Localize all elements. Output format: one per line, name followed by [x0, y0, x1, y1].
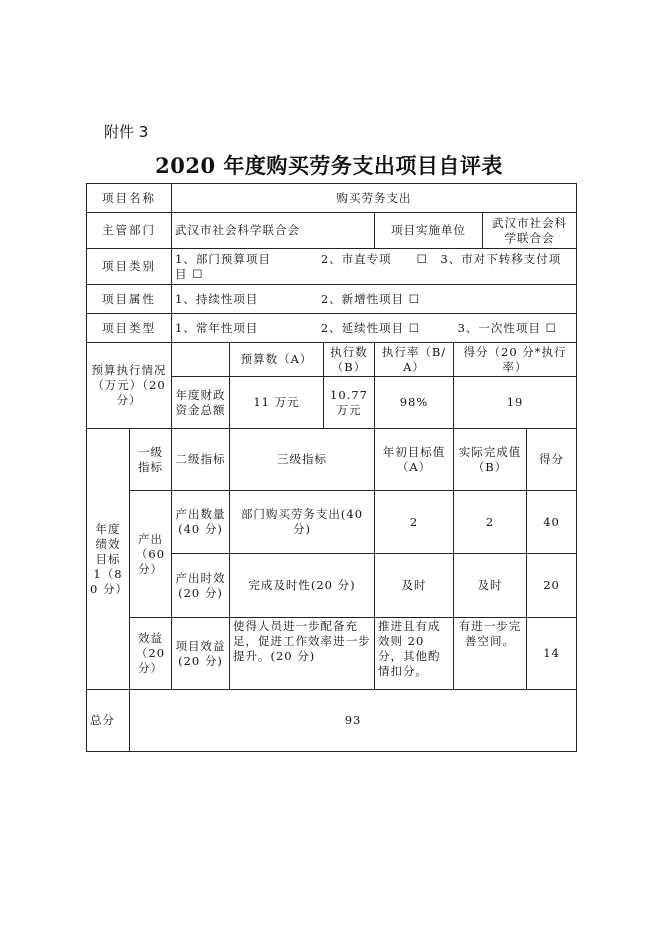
row-category	[87, 249, 577, 285]
project-name-value: 购买劳务支出	[172, 184, 577, 213]
benefit-level2: 项目效益(20 分)	[172, 618, 230, 690]
budget-row-label: 年度财政资金总额	[172, 377, 230, 429]
budget-score-value: 19	[454, 377, 577, 429]
attribute-value: 1、持续性项目 2、新增性项目 ☐	[172, 285, 577, 314]
output-timeliness-actual: 及时	[454, 554, 527, 618]
performance-label: 年度绩效目标 1（80 分）	[87, 429, 130, 690]
total-label: 总分	[87, 690, 130, 752]
impl-unit-label: 项目实施单位	[375, 213, 483, 249]
budget-col-budget: 预算数（A）	[230, 343, 324, 377]
row-budget-header	[87, 343, 577, 377]
dept-label: 主管部门	[87, 213, 172, 249]
budget-blank-cell	[172, 343, 230, 377]
output-quantity-target: 2	[375, 491, 454, 554]
perf-h-level3: 三级指标	[230, 429, 375, 491]
output-timeliness-score: 20	[527, 554, 577, 618]
budget-col-exec: 执行数（B）	[324, 343, 375, 377]
perf-h-level2: 二级指标	[172, 429, 230, 491]
category-value: 1、部门预算项目 2、市直专项 ☐ 3、市对下转移支付项目 ☐	[172, 249, 577, 285]
benefit-target: 推进且有成效则 20 分，其他酌情扣分。	[375, 618, 454, 690]
perf-h-target: 年初目标值（A）	[375, 429, 454, 491]
perf-h-score: 得分	[527, 429, 577, 491]
row-department	[87, 213, 577, 249]
row-attribute	[87, 285, 577, 314]
attribute-label: 项目属性	[87, 285, 172, 314]
benefit-actual: 有进一步完善空间。	[454, 618, 527, 690]
row-performance-header	[87, 429, 577, 491]
output-quantity-actual: 2	[454, 491, 527, 554]
perf-h-level1: 一级指标	[130, 429, 172, 491]
row-type	[87, 314, 577, 343]
output-quantity-level3: 部门购买劳务支出(40 分)	[230, 491, 375, 554]
benefit-level3: 使得人员进一步配备充足，促进工作效率进一步提升。(20 分)	[230, 618, 375, 690]
output-timeliness-level2: 产出时效(20 分)	[172, 554, 230, 618]
budget-value: 11 万元	[230, 377, 324, 429]
output-timeliness-target: 及时	[375, 554, 454, 618]
self-evaluation-table	[86, 183, 577, 752]
exec-value: 10.77 万元	[324, 377, 375, 429]
budget-label: 预算执行情况（万元）（20 分）	[87, 343, 172, 429]
row-total	[87, 690, 577, 752]
output-timeliness-level3: 完成及时性(20 分)	[230, 554, 375, 618]
row-project-name	[87, 184, 577, 213]
output-quantity-score: 40	[527, 491, 577, 554]
dept-value: 武汉市社会科学联合会	[172, 213, 375, 249]
table-row	[87, 491, 577, 554]
budget-col-score: 得分（20 分*执行率）	[454, 343, 577, 377]
total-value: 93	[130, 690, 577, 752]
budget-col-rate: 执行率（B/A）	[375, 343, 454, 377]
attachment-label: 附件 3	[104, 123, 149, 141]
rate-value: 98%	[375, 377, 454, 429]
output-quantity-level2: 产出数量(40 分)	[172, 491, 230, 554]
category-label: 项目类别	[87, 249, 172, 285]
project-name-label: 项目名称	[87, 184, 172, 213]
page-title: 2020 年度购买劳务支出项目自评表	[155, 153, 503, 178]
type-label: 项目类型	[87, 314, 172, 343]
table-row	[87, 618, 577, 690]
benefit-score: 14	[527, 618, 577, 690]
type-value: 1、常年性项目 2、延续性项目 ☐ 3、一次性项目 ☐	[172, 314, 577, 343]
impl-unit-value: 武汉市社会科学联合会	[483, 213, 577, 249]
output-label: 产出（60 分）	[130, 491, 172, 618]
benefit-level1: 效益（20 分）	[130, 618, 172, 690]
perf-h-actual: 实际完成值（B）	[454, 429, 527, 491]
